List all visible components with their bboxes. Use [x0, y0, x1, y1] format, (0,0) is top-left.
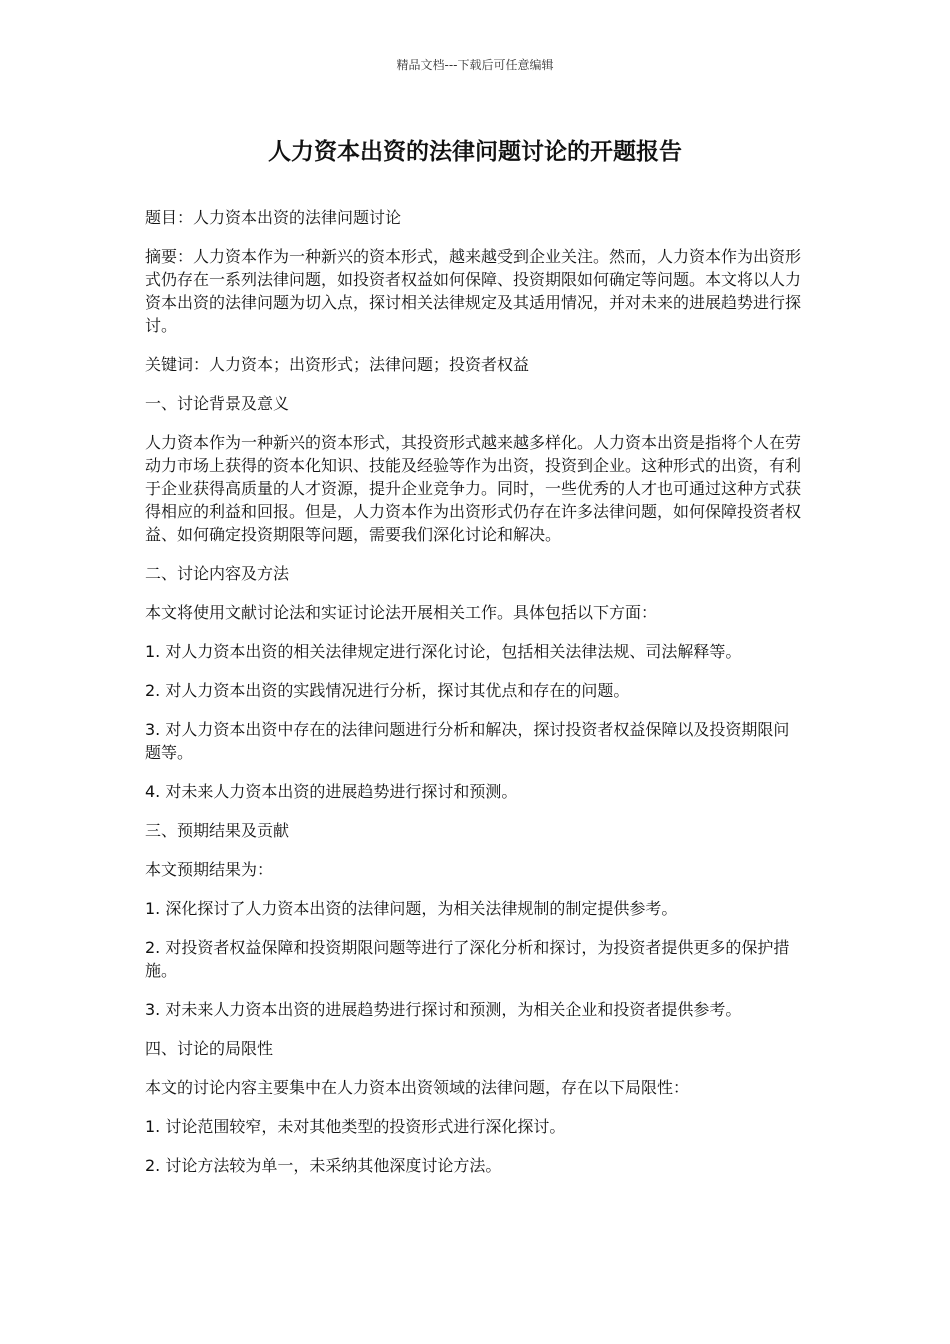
document-body	[145, 206, 803, 1193]
methods-intro-paragraph: 本文将使用文献讨论法和实证讨论法开展相关工作。具体包括以下方面：	[145, 603, 658, 622]
keywords-line: 关键词：人力资本；出资形式；法律问题；投资者权益	[145, 355, 530, 374]
methods-list-item: 3. 对人力资本出资中存在的法律问题进行分析和解决，探讨投资者权益保障以及投资期限问题等。	[145, 720, 790, 762]
page-header: 精品文档---下载后可任意编辑	[396, 58, 554, 72]
results-list-item: 1. 深化探讨了人力资本出资的法律问题，为相关法律规制的制定提供参考。	[145, 899, 678, 918]
methods-list-item: 1. 对人力资本出资的相关法律规定进行深化讨论，包括相关法律法规、司法解释等。	[145, 642, 742, 661]
limitations-list-item: 1. 讨论范围较窄，未对其他类型的投资形式进行深化探讨。	[145, 1117, 566, 1136]
abstract-paragraph: 摘要：人力资本作为一种新兴的资本形式，越来越受到企业关注。然而，人力资本作为出资形式仍存在一系列法律问题，如投资者权益如何保障、投资期限如何确定等问题。本文将以人力资本出资的法律问题为切入点，探讨相关法律规定及其适用情况，并对未来的进展趋势进行探讨。	[145, 247, 802, 335]
results-list-item: 3. 对未来人力资本出资的进展趋势进行探讨和预测，为相关企业和投资者提供参考。	[145, 1000, 742, 1019]
results-list-item: 2. 对投资者权益保障和投资期限问题等进行了深化分析和探讨，为投资者提供更多的保护措施。	[145, 938, 790, 980]
section-heading-limitations: 四、讨论的局限性	[145, 1039, 274, 1058]
limitations-list-item: 2. 讨论方法较为单一，未采纳其他深度讨论方法。	[145, 1156, 502, 1175]
section-heading-expected-results: 三、预期结果及贡献	[145, 821, 290, 840]
section-heading-content-methods: 二、讨论内容及方法	[145, 564, 290, 583]
limitations-intro-paragraph: 本文的讨论内容主要集中在人力资本出资领域的法律问题，存在以下局限性：	[145, 1078, 690, 1097]
results-intro-paragraph: 本文预期结果为：	[145, 860, 274, 879]
methods-list-item: 2. 对人力资本出资的实践情况进行分析，探讨其优点和存在的问题。	[145, 681, 630, 700]
document-title: 人力资本出资的法律问题讨论的开题报告	[268, 139, 682, 165]
background-paragraph: 人力资本作为一种新兴的资本形式，其投资形式越来越多样化。人力资本出资是指将个人在劳动力市场上获得的资本化知识、技能及经验等作为出资，投资到企业。这种形式的出资，有利于企业获得高质量的人才资源，提升企业竞争力。同时，一些优秀的人才也可通过这种方式获得相应的利益和回报。但是，人力资本作为出资形式仍存在许多法律问题，如何保障投资者权益、如何确定投资期限等问题，需要我们深化讨论和解决。	[145, 433, 802, 544]
topic-line: 题目：人力资本出资的法律问题讨论	[145, 208, 402, 227]
methods-list-item: 4. 对未来人力资本出资的进展趋势进行探讨和预测。	[145, 782, 518, 801]
section-heading-background: 一、讨论背景及意义	[145, 394, 290, 413]
